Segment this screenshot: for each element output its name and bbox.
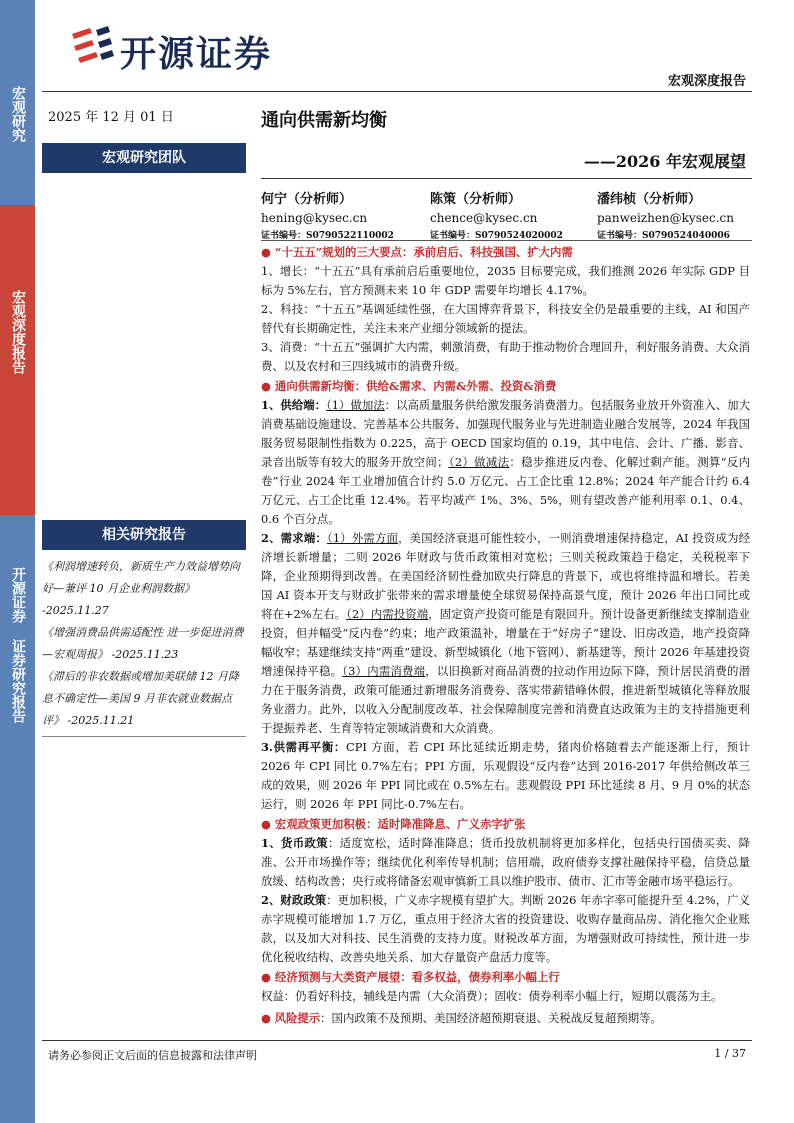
- bullet-icon: ●: [261, 970, 271, 984]
- bullet-icon: ●: [261, 379, 271, 393]
- paragraph: 1、货币政策：适度宽松，适时降准降息；货币投放机制将更加多样化，包括央行国债买卖、降准、公开市场操作等；继续优化利率传导机制；信用端，政府债券支撑社融保持平稳，信贷总量放缓、结构改善；央行或将储备宏观审慎新工具以维护股市、债市、汇市等金融市场平稳运行。: [261, 836, 750, 888]
- sidebar-strip-bottom: [0, 515, 35, 1123]
- report-title: 通向供需新均衡: [261, 110, 387, 131]
- page-number: 1 / 37: [714, 1047, 746, 1060]
- analyst-divider: [261, 240, 752, 241]
- subtitle-divider: [261, 178, 752, 179]
- related-report-text: 《滞后的非农数据或增加美联储 12 月降息不确定性—美国 9 月非农就业数据点评》: [42, 670, 239, 727]
- analyst-cert: 证书编号：S0790524020002: [430, 231, 563, 241]
- paragraph: 3.供需再平衡：CPI 方面，若 CPI 环比延续近期走势，猪肉价格随着去产能逐渐上行，预计 2026 年 CPI 同比 0.7%左右；PPI 方面，乐观假设“反内卷”达到 2016-2017 年供给侧改革三成的效果，则 2026 年 PPI 同比或在 0.5%左右。悲观假设 PPI 环比延续 8 月、9 月 0%的状态运行，则 2026 年 PPI 同比-0.7%左右。: [261, 740, 750, 811]
- analyst-name: 陈策（分析师）: [430, 192, 522, 207]
- analyst-card: [597, 191, 734, 245]
- analyst-card: [261, 191, 394, 245]
- bullet-icon: ●: [261, 1011, 271, 1025]
- related-report-item[interactable]: [42, 622, 246, 666]
- related-report-item[interactable]: [42, 556, 246, 622]
- related-reports-list: [42, 556, 246, 732]
- report-body: [261, 242, 750, 1028]
- paragraph: 3、消费：“十五五”强调扩大内需，刺激消费，有助于推动物价合理回升，利好服务消费、大众消费、以及农村和三四线城市的消费升级。: [261, 340, 750, 373]
- analyst-email[interactable]: hening@kysec.cn: [261, 211, 368, 225]
- analyst-email[interactable]: panweizhen@kysec.cn: [597, 211, 734, 225]
- related-report-date: -2025.11.21: [67, 714, 135, 727]
- report-date: 2025 年 12 月 01 日: [48, 110, 174, 125]
- team-title: 宏观研究团队: [42, 143, 246, 173]
- analyst-name: 潘纬桢（分析师）: [597, 192, 702, 207]
- footer-divider: [42, 1040, 752, 1041]
- related-report-date: -2025.11.23: [111, 648, 179, 661]
- section-heading: ● 经济预测与大类资产展望：看多权益，债券利率小幅上行: [261, 970, 560, 984]
- related-reports-title: 相关研究报告: [42, 520, 246, 550]
- analyst-cert: 证书编号：S0790522110002: [261, 231, 394, 241]
- bullet-icon: ●: [261, 817, 271, 831]
- kysec-logo-icon: [68, 24, 114, 70]
- report-type: 宏观深度报告: [667, 74, 746, 89]
- analyst-email[interactable]: chence@kysec.cn: [430, 211, 538, 225]
- paragraph: 1、增长：“十五五”具有承前启后重要地位，2035 目标要完成，我们推测 2026 年实际 GDP 目标为 5%左右，官方预测未来 10 年 GDP 需要年均增长 4.17%。: [261, 264, 750, 297]
- bullet-icon: ●: [261, 245, 271, 259]
- paragraph: 2、财政政策：更加积极，广义赤字规模有望扩大。判断 2026 年赤字率可能提升至 4.2%，广义赤字规模可能增加 1.7 万亿，重点用于经济大省的投资建设、收购存量商品房、消化拖欠企业账款，以及加大对科技、民生消费的支持力度。财税改革方面，为增强财政可持续性，预计进一步优化税收结构、改善央地关系、加大存量资产盘活力度等。: [261, 893, 750, 964]
- related-list-divider: [42, 736, 246, 737]
- related-report-text: 《增强消费品供需适配性 进一步促进消费—宏观周报》: [42, 626, 244, 661]
- section-heading: ● 宏观政策更加积极：适时降准降息、广义赤字扩张: [261, 817, 526, 831]
- header-divider: [42, 91, 752, 92]
- analyst-cert: 证书编号：S0790524040006: [597, 231, 730, 241]
- logo-text: 开源证券: [120, 34, 273, 75]
- risk-paragraph: ● 风险提示：国内政策不及预期、美国经济超预期衰退、关税战反复超预期等。: [261, 1011, 662, 1025]
- analyst-card: [430, 191, 563, 245]
- sidebar-mid-label: 宏观深度报告: [10, 290, 26, 374]
- section-heading: ● 通向供需新均衡：供给&需求、内需&外需、投资&消费: [261, 379, 557, 393]
- sidebar-strip-mid: [0, 205, 35, 515]
- paragraph: 1、供给端：（1）做加法：以高质量服务供给激发服务消费潜力。包括服务业放开外资准入、加大消费基础设施建设、完善基本公共服务、加强现代服务业与先进制造业融合发展等，2024 年我国服务贸易限制性指数为 0.225，高于 OECD 国家均值的 0.19，其中电信、会计、广播、影音、录音出版等有较大的服务开放空间；（2）做减法：稳步推进反内卷、化解过剩产能。测算“反内卷”行业 2024 年工业增加值合计约 5.0 万亿元、占工企比重 12.8%；2024 年产能合计约 6.4 万亿元、占工企比重 12.4%。若平均减产 1%、3%、5%，则有望改善产能利用率 0.1、0.4、0.6 个百分点。: [261, 398, 750, 526]
- report-subtitle: ——2026 年宏观展望: [583, 152, 746, 171]
- related-report-date: -2025.11.27: [42, 604, 109, 617]
- sidebar-bottom-label: 开源证券 证券研究报告: [10, 567, 26, 723]
- analyst-name: 何宁（分析师）: [261, 192, 353, 207]
- footer-disclaimer: 请务必参阅正文后面的信息披露和法律声明: [48, 1049, 257, 1062]
- related-report-item[interactable]: [42, 666, 246, 732]
- related-report-text: 《利润增速转负，新质生产力效益增势向好—兼评 10 月企业利润数据》: [42, 560, 240, 595]
- sidebar-strip-top: [0, 0, 35, 205]
- paragraph: 2、需求端：（1）外需方面，美国经济衰退可能性较小，一则消费增速保持稳定，AI 投资成为经济增长新增量；二则 2026 年财政与货币政策相对宽松；三则关税政策趋于稳定，关税税率下降，企业预期得到改善。在美国经济韧性叠加欧央行降息的背景下，或也将维持温和增长。若美国 AI 资本开支与财政扩张带来的需求增量使全球贸易保持高景气度，预计 2026 年出口同比或将在+2%左右。（2）内需投资端，固定资产投资可能是有限回升。预计设备更新继续支撑制造业投资，但并幅受“反内卷”约束；地产政策温补，增量在于“好房子”建设、旧房改造，地产投资降幅收窄；基建继续支持“两重”建设、新型城镇化（地下管网）、新基建等，预计 2026 年基建投资增速保持平稳。（3）内需消费端，以旧换新对商品消费的拉动作用边际下降，预计居民消费的潜力在于服务消费，政策可能通过新增服务消费券、落实带薪错峰休假，推进新型城镇化等释放服务业潜力。此外，以收入分配制度改革、社会保障制度完善和消费直达政策为主的支持措施更利于提振养老、生育等特定领域消费和大众消费。: [261, 531, 750, 735]
- paragraph: 权益：仍看好科技，辅线是内需（大众消费）；固收：债券利率小幅上行，短期以震荡为主。: [261, 989, 723, 1003]
- paragraph: 2、科技：“十五五”基调延续性强，在大国博弈背景下，科技安全仍是最重要的主线，AI 和国产替代有长期确定性，关注未来产业细分领域新的提法。: [261, 302, 750, 335]
- section-heading: ● “十五五”规划的三大要点：承前启后、科技强国、扩大内需: [261, 245, 573, 259]
- sidebar-top-label: 宏观研究: [10, 86, 26, 142]
